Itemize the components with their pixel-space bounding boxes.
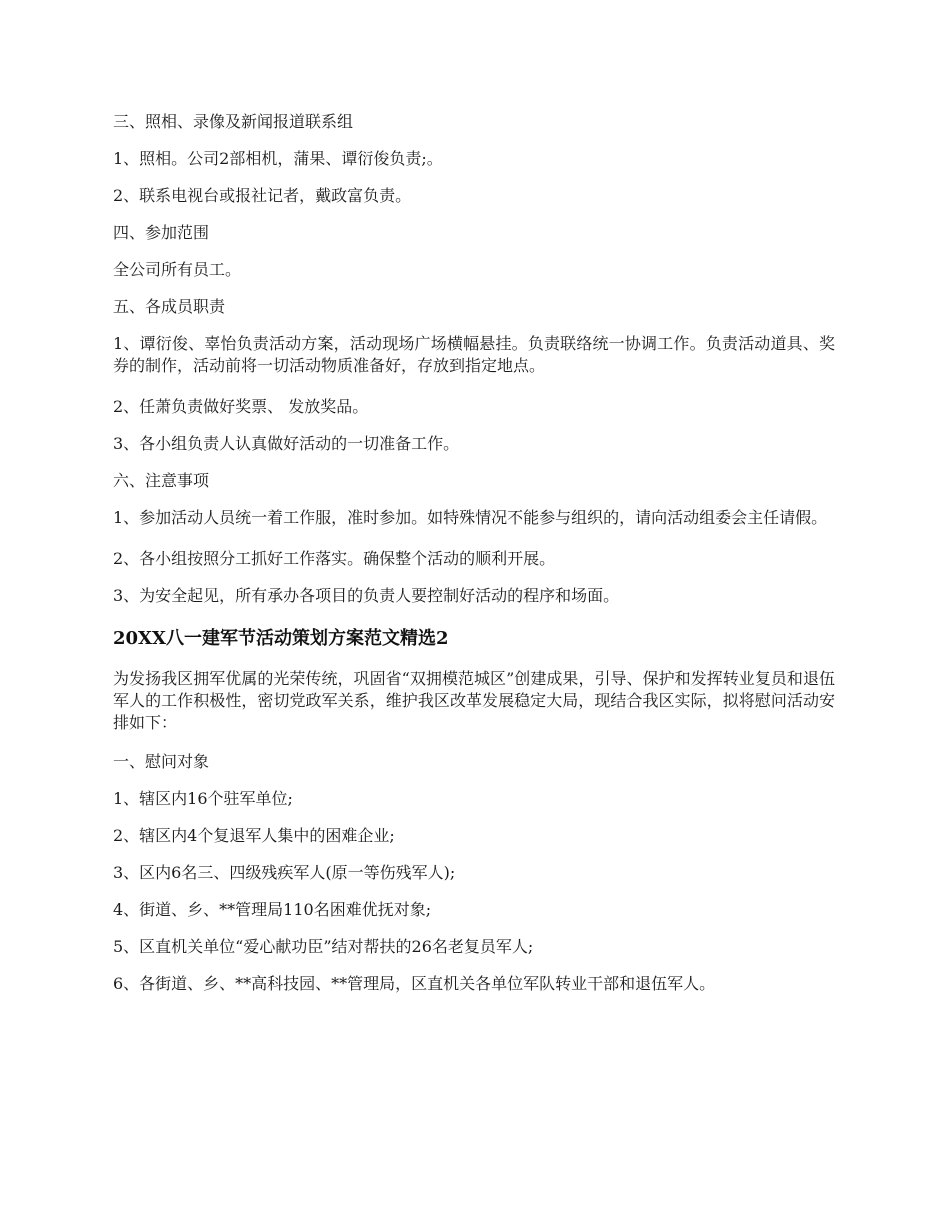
section-heading-3: 三、照相、录像及新闻报道联系组 — [113, 112, 354, 131]
list-item: 1、参加活动人员统一着工作服，准时参加。如特殊情况不能参与组织的，请向活动组委会主任请假。 — [113, 508, 828, 527]
list-item: 1、谭衍俊、辜怡负责活动方案，活动现场广场横幅悬挂。负责联络统一协调工作。负责活动道具、奖券的制作，活动前将一切活动物质准备好，存放到指定地点。 — [113, 334, 835, 375]
list-item: 2、任萧负责做好奖票、 发放奖品。 — [113, 397, 369, 416]
document-title: 20XX八一建军节活动策划方案范文精选2 — [113, 628, 449, 649]
document-page — [113, 111, 835, 1010]
section-heading-4: 四、参加范围 — [113, 223, 210, 242]
list-item: 3、为安全起见，所有承办各项目的负责人要控制好活动的程序和场面。 — [113, 586, 620, 605]
list-item: 4、街道、乡、**管理局110名困难优抚对象; — [113, 900, 432, 919]
list-item: 3、区内6名三、四级残疾军人(原一等伤残军人); — [113, 863, 456, 882]
intro-paragraph: 为发扬我区拥军优属的光荣传统，巩固省“双拥模范城区”创建成果，引导、保护和发挥转业复员和退伍军人的工作积极性，密切党政军关系，维护我区改革发展稳定大局，现结合我区实际，拟将慰问活动安排如下： — [113, 669, 835, 732]
list-item: 1、辖区内16个驻军单位; — [113, 789, 293, 808]
list-item: 1、照相。公司2部相机，蒲果、谭衍俊负责;。 — [113, 149, 443, 168]
section-heading-1: 一、慰问对象 — [113, 752, 210, 771]
list-item: 2、各小组按照分工抓好工作落实。确保整个活动的顺利开展。 — [113, 549, 556, 568]
list-item: 2、联系电视台或报社记者，戴政富负责。 — [113, 186, 412, 205]
paragraph: 全公司所有员工。 — [113, 260, 242, 279]
list-item: 2、辖区内4个复退军人集中的困难企业; — [113, 826, 395, 845]
section-heading-6: 六、注意事项 — [113, 471, 210, 490]
list-item: 3、各小组负责人认真做好活动的一切准备工作。 — [113, 434, 460, 453]
list-item: 5、区直机关单位“爱心献功臣”结对帮扶的26名老复员军人; — [113, 937, 534, 956]
section-heading-5: 五、各成员职责 — [113, 297, 226, 316]
list-item: 6、各街道、乡、**高科技园、**管理局，区直机关各单位军队转业干部和退伍军人。 — [113, 974, 716, 993]
